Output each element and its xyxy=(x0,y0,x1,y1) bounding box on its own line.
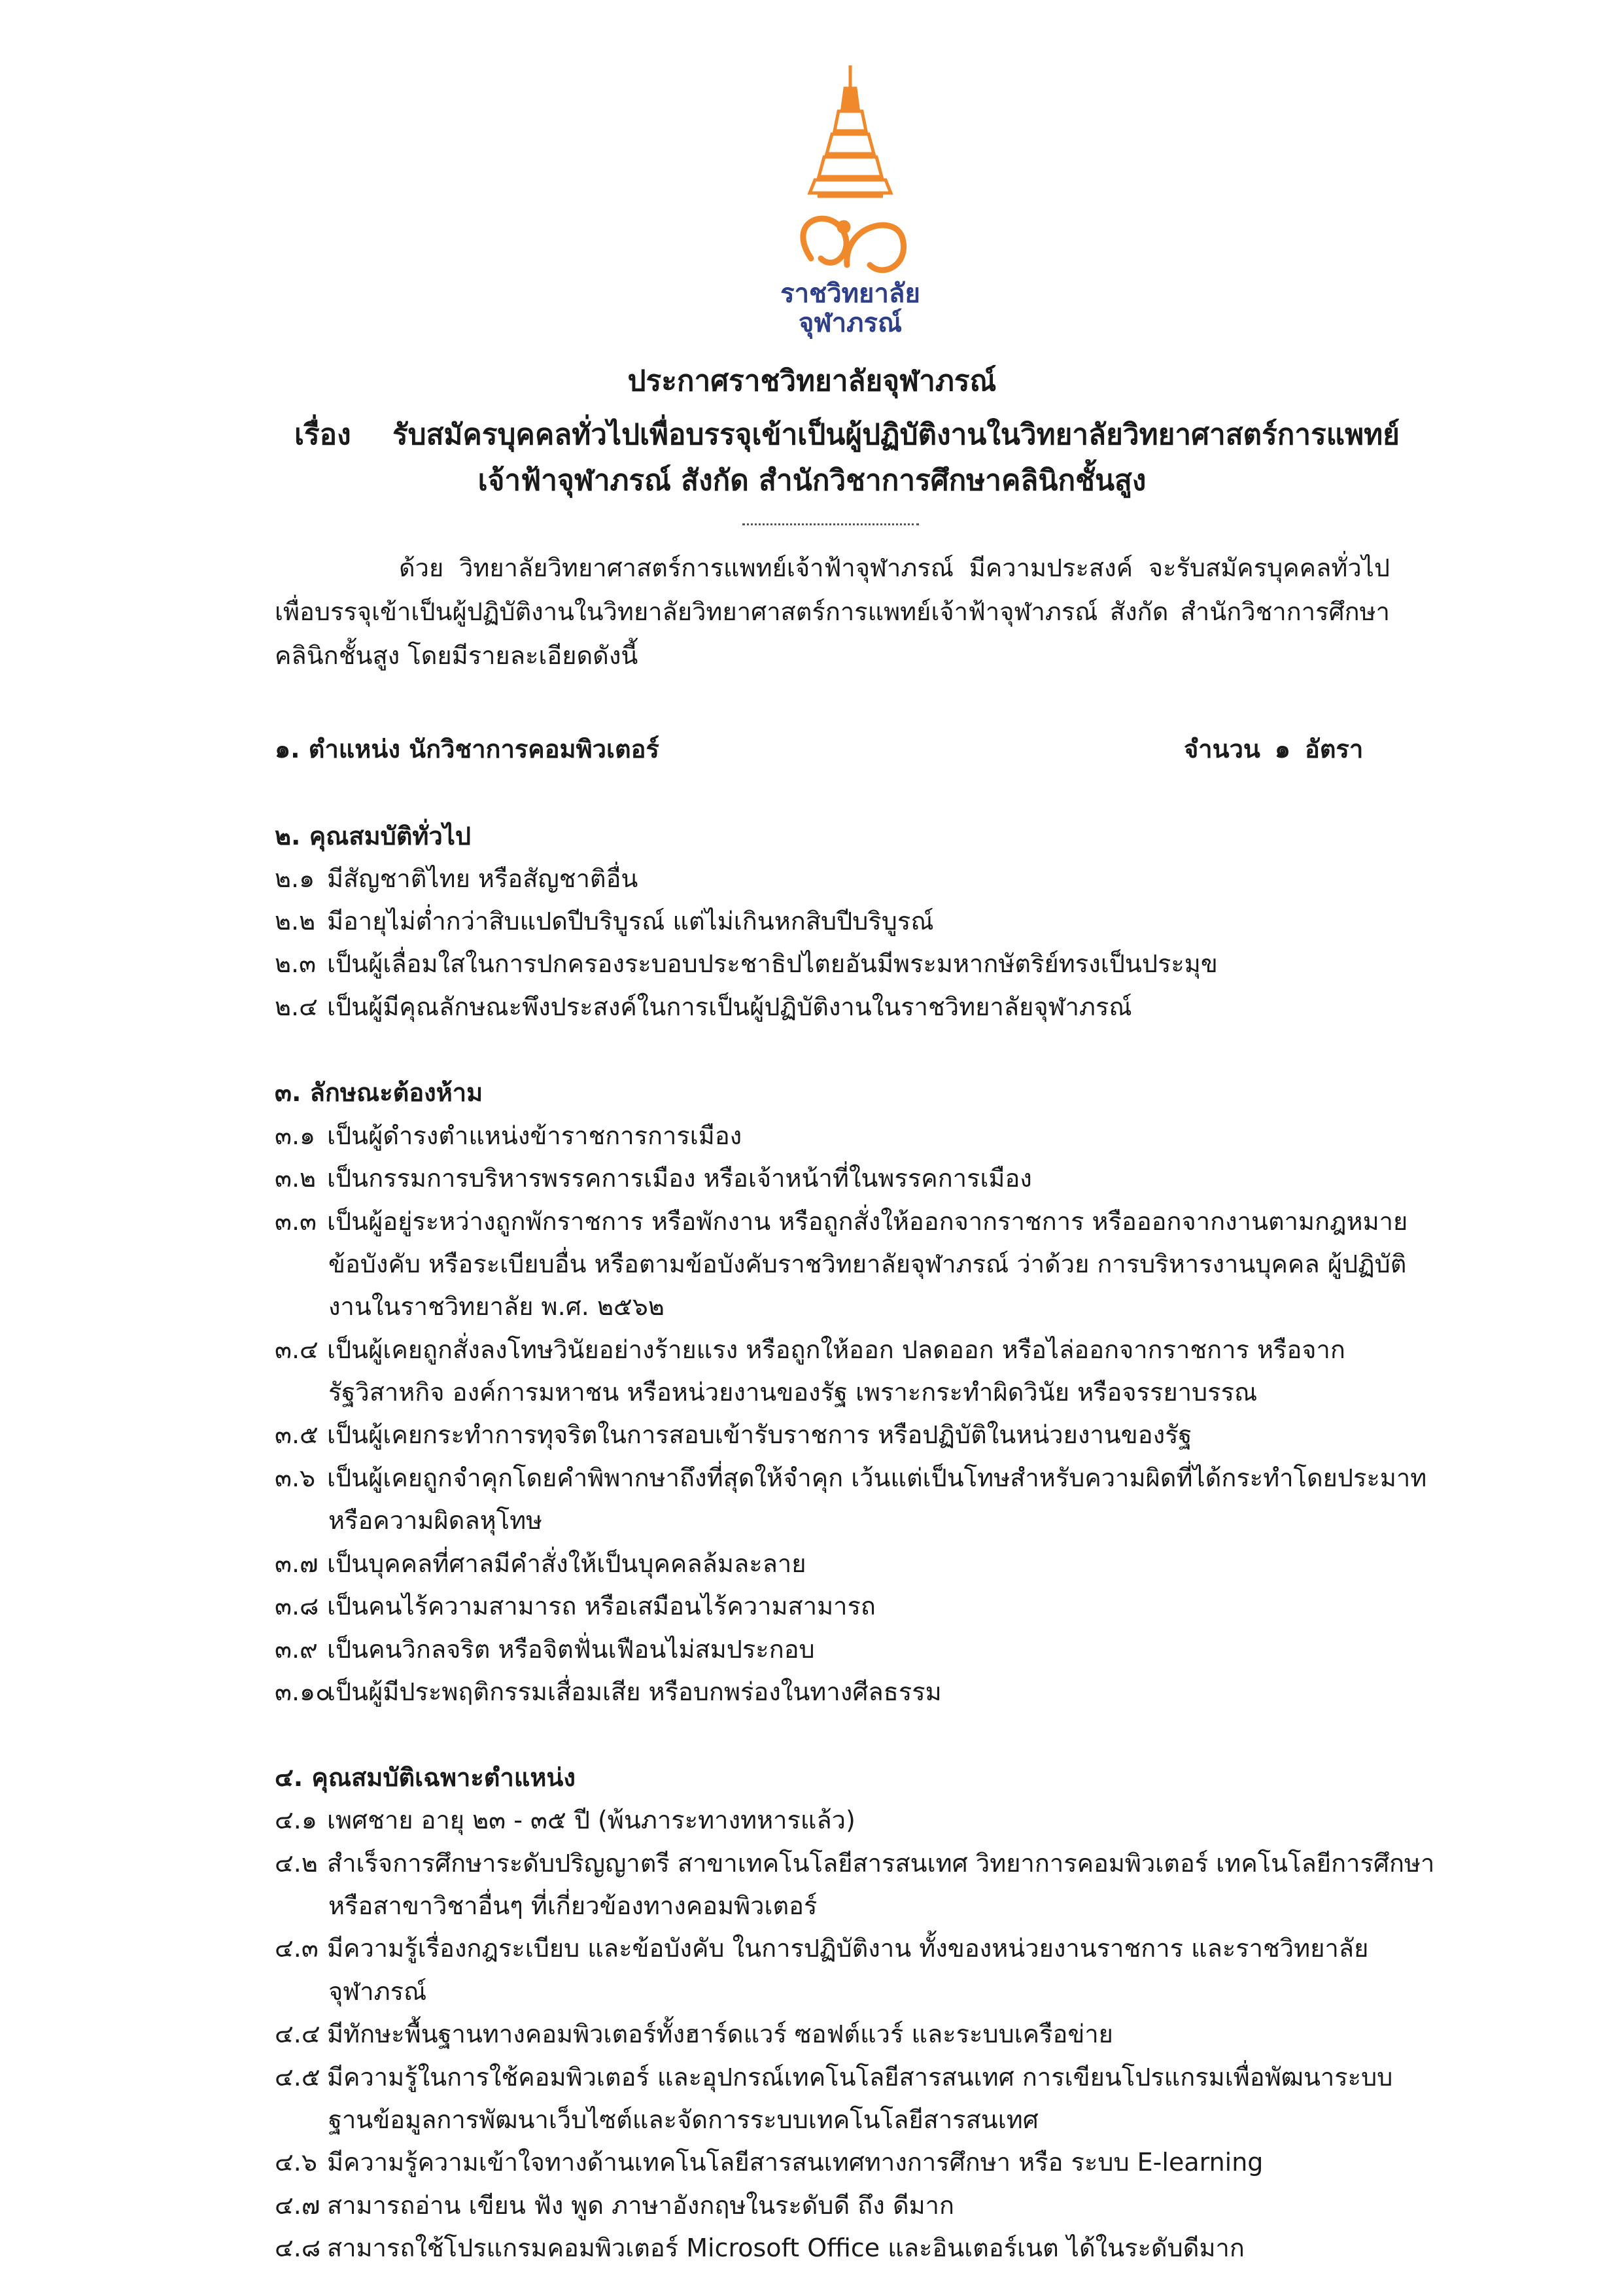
list-item: ๓.๑ เป็นผู้ดำรงตำแหน่งข้าราชการการเมือง xyxy=(275,1121,742,1150)
list-item: ๔.๑ เพศชาย อายุ ๒๓ - ๓๕ ปี (พ้นภาระทางทหารแล้ว) xyxy=(275,1806,855,1834)
list-item-continuation: รัฐวิสาหกิจ องค์การมหาชน หรือหน่วยงานของรัฐ เพราะกระทำผิดวินัย หรือจรรยาบรรณ xyxy=(328,1378,1258,1407)
list-item: ๔.๔ มีทักษะพื้นฐานทางคอมพิวเตอร์ทั้งฮาร์ดแวร์ ซอฟต์แวร์ และระบบเครือข่าย xyxy=(275,2020,1113,2048)
list-item: ๓.๑๐เป็นผู้มีประพฤติกรรมเสื่อมเสีย หรือบกพร่องในทางศีลธรรม xyxy=(275,1677,942,1706)
spire-emblem xyxy=(810,65,891,196)
list-item: ๓.๗ เป็นบุคคลที่ศาลมีคำสั่งให้เป็นบุคคลล้มละลาย xyxy=(275,1549,806,1578)
subject-label: เรื่อง xyxy=(294,418,351,451)
list-item: ๔.๒ สำเร็จการศึกษาระดับปริญญาตรี สาขาเทคโนโลยีสารสนเทศ วิทยาการคอมพิวเตอร์ เทคโนโลยีการศึกษา xyxy=(275,1849,1435,1878)
list-item-continuation: หรือสาขาวิชาอื่นๆ ที่เกี่ยวข้องทางคอมพิวเตอร์ xyxy=(328,1891,818,1920)
list-item: ๓.๘ เป็นคนไร้ความสามารถ หรือเสมือนไร้ความสามารถ xyxy=(275,1592,876,1621)
list-item: ๓.๕ เป็นผู้เคยกระทำการทุจริตในการสอบเข้ารับราชการ หรือปฏิบัติในหน่วยงานของรัฐ xyxy=(275,1420,1192,1449)
list-item: ๓.๓ เป็นผู้อยู่ระหว่างถูกพักราชการ หรือพักงาน หรือถูกสั่งให้ออกจากราชการ หรือออกจากงานตามกฎหมาย xyxy=(275,1207,1408,1236)
list-item: ๓.๙ เป็นคนวิกลจริต หรือจิตฟั่นเฟือนไม่สมประกอบ xyxy=(275,1635,815,1664)
list-item: ๔.๗ สามารถอ่าน เขียน ฟัง พูด ภาษาอังกฤษในระดับดี ถึง ดีมาก xyxy=(275,2191,955,2220)
list-item: ๒.๓ เป็นผู้เลื่อมใสในการปกครองระบอบประชาธิปไตยอันมีพระมหากษัตริย์ทรงเป็นประมุข xyxy=(275,949,1218,978)
section-3-heading: ๓. ลักษณะต้องห้าม xyxy=(275,1078,483,1107)
count-label: จำนวน xyxy=(1184,735,1260,763)
logo-name-line-1: ราชวิทยาลัย xyxy=(780,279,920,309)
subject-text-2: เจ้าฟ้าจุฬาภรณ์ สังกัด สำนักวิชาการศึกษาคลินิกชั้นสูง xyxy=(477,464,1147,497)
dotted-divider xyxy=(742,523,919,525)
position-count xyxy=(1184,727,1377,771)
list-item-continuation: จุฬาภรณ์ xyxy=(328,1977,427,2006)
position-title: ๑. ตำแหน่ง นักวิชาการคอมพิวเตอร์ xyxy=(275,735,659,763)
list-item: ๒.๒ มีอายุไม่ต่ำกว่าสิบแปดปีบริบูรณ์ แต่ไม่เกินหกสิบปีบริบูรณ์ xyxy=(275,907,934,936)
subject-line xyxy=(294,412,1400,458)
list-item: ๓.๔ เป็นผู้เคยถูกสั่งลงโทษวินัยอย่างร้ายแรง หรือถูกให้ออก ปลดออก หรือไล่ออกจากราชการ หรือจาก xyxy=(275,1335,1345,1364)
count-value: ๑ xyxy=(1274,735,1291,763)
list-item-continuation: ฐานข้อมูลการพัฒนาเว็บไซต์และจัดการระบบเทคโนโลยีสารสนเทศ xyxy=(328,2105,1039,2134)
list-item: ๔.๓ มีความรู้เรื่องกฎระเบียบ และข้อบังคับ ในการปฏิบัติงาน ทั้งของหน่วยงานราชการ และราชวิทยาลัย xyxy=(275,1934,1369,1963)
intro-paragraph: ด้วย วิทยาลัยวิทยาศาสตร์การแพทย์เจ้าฟ้าจุฬาภรณ์ มีความประสงค์ จะรับสมัครบุคคลทั่วไปเพื่อบรรจุเข้าเป็นผู้ปฏิบัติงานในวิทยาลัยวิทยาศาสตร์การแพทย์เจ้าฟ้าจุฬาภรณ์ สังกัด สำนักวิชาการศึกษาคลินิกชั้นสูง โดยมีรายละเอียดดังนี้ xyxy=(275,553,1390,670)
monogram-emblem xyxy=(803,219,904,270)
list-item: ๓.๖ เป็นผู้เคยถูกจำคุกโดยคำพิพากษาถึงที่สุดให้จำคุก เว้นแต่เป็นโทษสำหรับความผิดที่ได้กระทำโดยประมาท xyxy=(275,1463,1427,1492)
list-item: ๔.๘ สามารถใช้โปรแกรมคอมพิวเตอร์ Microsoft Office และอินเตอร์เนต ได้ในระดับดีมาก xyxy=(275,2234,1245,2262)
announcement-title: ประกาศราชวิทยาลัยจุฬาภรณ์ xyxy=(627,364,997,398)
list-item-continuation: งานในราชวิทยาลัย พ.ศ. ๒๕๖๒ xyxy=(328,1292,665,1321)
list-item: ๒.๑ มีสัญชาติไทย หรือสัญชาติอื่น xyxy=(275,864,638,893)
list-item: ๔.๖ มีความรู้ความเข้าใจทางด้านเทคโนโลยีสารสนเทศทางการศึกษา หรือ ระบบ E-learning xyxy=(275,2148,1264,2177)
list-item: ๔.๕ มีความรู้ในการใช้คอมพิวเตอร์ และอุปกรณ์เทคโนโลยีสารสนเทศ การเขียนโปรแกรมเพื่อพัฒนาระบบ xyxy=(275,2063,1393,2092)
count-unit: อัตรา xyxy=(1305,735,1364,763)
list-item-continuation: หรือความผิดลหุโทษ xyxy=(328,1506,543,1535)
section-4-heading: ๔. คุณสมบัติเฉพาะตำแหน่ง xyxy=(275,1763,576,1792)
subject-text-1: รับสมัครบุคคลทั่วไปเพื่อบรรจุเข้าเป็นผู้ปฏิบัติงานในวิทยาลัยวิทยาศาสตร์การแพทย์ xyxy=(392,418,1400,451)
list-item-continuation: ข้อบังคับ หรือระเบียบอื่น หรือตามข้อบังคับราชวิทยาลัยจุฬาภรณ์ ว่าด้วย การบริหารงานบุคคล ผู้ปฏิบัติ xyxy=(328,1250,1407,1278)
logo-name-line-2: จุฬาภรณ์ xyxy=(798,308,903,338)
list-item: ๒.๔ เป็นผู้มีคุณลักษณะพึงประสงค์ในการเป็นผู้ปฏิบัติงานในราชวิทยาลัยจุฬาภรณ์ xyxy=(275,992,1132,1021)
section-2-heading: ๒. คุณสมบัติทั่วไป xyxy=(275,822,472,850)
list-item: ๓.๒ เป็นกรรมการบริหารพรรคการเมือง หรือเจ้าหน้าที่ในพรรคการเมือง xyxy=(275,1164,1032,1193)
